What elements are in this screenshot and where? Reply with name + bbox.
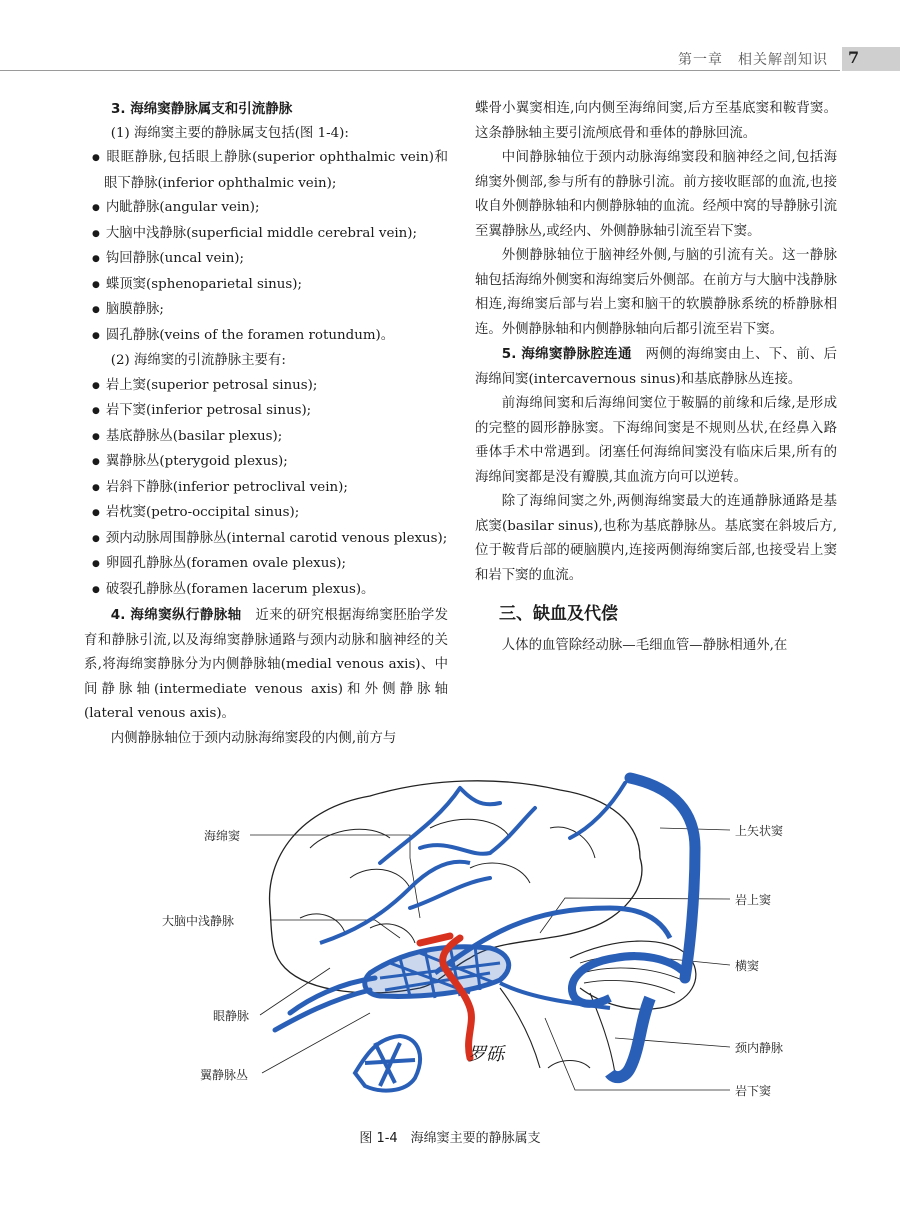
page-number-box [842,47,900,71]
label-ophthalmic-vein: 眼静脉 [213,1009,250,1023]
paragraph-5-text: 两侧的海绵窦由上、下、前、后海绵间窦(intercavernous sinus)和基底静脉丛连接。 [475,347,838,387]
label-superior-sagittal-sinus: 上矢状窦 [735,824,784,838]
running-header [0,47,900,71]
list-item: ● 翼静脉丛(pterygoid plexus); [84,450,448,476]
list-item: ● 内眦静脉(angular vein); [84,196,448,222]
label-inferior-petrosal-sinus: 岩下窦 [735,1084,772,1098]
left-column [84,97,448,751]
paragraph-lateral-axis: 外侧静脉轴位于脑神经外侧,与脑的引流有关。这一静脉轴包括海绵外侧窦和海绵窦后外侧部。在前方与大脑中浅静脉相连,海绵窦后部与岩上窦和脑干的软膜静脉系统的桥静脉相连。外侧静脉轴和内侧静脉轴向后都引流至岩下窦。 [475,248,837,337]
artist-signature: 罗砾 [468,1044,504,1065]
label-superficial-middle-cerebral-vein: 大脑中浅静脉 [162,914,235,928]
paragraph-4 [84,603,448,727]
right-column [475,97,837,658]
label-pterygoid-plexus: 翼静脉丛 [200,1068,249,1082]
chapter-title: 第一章 相关解剖知识 [678,52,828,68]
list-item: ● 岩斜下静脉(inferior petroclival vein); [84,476,448,502]
label-superior-petrosal-sinus: 岩上窦 [735,893,772,907]
list-item: ● 卵圆孔静脉丛(foramen ovale plexus); [84,552,448,578]
list-item: ● 脑膜静脉; [84,298,448,324]
list-item: ● 基底静脉丛(basilar plexus); [84,425,448,451]
middle-cerebral-vein [320,862,470,943]
anatomy-illustration [170,768,850,1113]
figure-1-4 [162,768,850,1113]
pterygoid-plexus [355,1036,420,1091]
internal-jugular-vein [610,998,650,1077]
paragraph-intermediate-axis: 中间静脉轴位于颈内动脉海绵窦段和脑神经之间,包括海绵窦外侧部,参与所有的静脉引流。前方接收眶部的血流,也接收自外侧静脉轴和内侧静脉轴的血流。经颅中窝的导静脉引流至翼静脉丛,或经内、外侧静脉轴引流至岩下窦。 [475,150,837,239]
paragraph-5-connections [475,342,837,392]
sagittal-tributaries [380,783,625,908]
list-item: ● 眼眶静脉,包括眼上静脉(superior ophthalmic vein)和眼下静脉(inferior ophthalmic vein); [84,146,448,196]
list-item: ● 岩上窦(superior petrosal sinus); [84,374,448,400]
list-item: ● 钩回静脉(uncal vein); [84,247,448,273]
list-intro-1: (1) 海绵窦主要的静脉属支包括(图 1-4): [110,125,349,141]
heading-5: 5. 海绵窦静脉腔连通 [501,346,632,362]
figure-caption: 图 1-4 海绵窦主要的静脉属支 [359,1131,541,1146]
ophthalmic-vein [275,978,375,1030]
superior-sagittal-sinus [630,778,695,978]
section-title: 三、缺血及代偿 [499,604,618,624]
header-rule [0,70,840,71]
label-cavernous-sinus: 海绵窦 [204,829,241,843]
label-internal-jugular-vein: 颈内静脉 [735,1041,784,1055]
list-item: ● 大脑中浅静脉(superficial middle cerebral vein); [84,222,448,248]
list-item: ● 岩枕窦(petro-occipital sinus); [84,501,448,527]
list-intro-2: (2) 海绵窦的引流静脉主要有: [110,353,286,368]
cerebellum-outline [570,941,696,1009]
list-item: ● 破裂孔静脉丛(foramen lacerum plexus)。 [84,578,448,604]
inferior-petrosal-sinus [500,983,610,1008]
heading-4: 4. 海绵窦纵行静脉轴 [110,607,242,623]
paragraph-continued: 蝶骨小翼窦相连,向内侧至海绵间窦,后方至基底窦和鞍背窦。这条静脉轴主要引流颅底骨和垂体的静脉回流。 [475,101,837,141]
paragraph-5: 内侧静脉轴位于颈内动脉海绵窦段的内侧,前方与 [110,730,397,746]
list-item: ● 颈内动脉周围静脉丛(internal carotid venous plexus); [84,527,448,553]
list-item: ● 蝶顶窦(sphenoparietal sinus); [84,273,448,299]
paragraph-basilar: 除了海绵间窦之外,两侧海绵窦最大的连通静脉通路是基底窦(basilar sinus),也称为基底静脉丛。基底窦在斜坡后方,位于鞍背后部的硬脑膜内,连接两侧海绵窦后部,也接受岩上窦和岩下窦的血流。 [475,494,837,583]
heading-3: 3. 海绵窦静脉属支和引流静脉 [111,101,293,117]
list-item: ● 圆孔静脉(veins of the foramen rotundum)。 [84,324,448,350]
paragraph-ischemia: 人体的血管除经动脉—毛细血管—静脉相通外,在 [501,637,788,653]
page-number: 7 [848,48,860,67]
label-transverse-sinus: 横窦 [735,959,760,973]
paragraph-intercavernous: 前海绵间窦和后海绵间窦位于鞍膈的前缘和后缘,是形成的完整的圆形静脉窦。下海绵间窦是不规则丛状,在经鼻入路垂体手术中常遇到。闭塞任何海绵间窦没有临床后果,所有的海绵间窦都是没有瓣膜,其血流方向可以逆转。 [475,396,837,485]
paragraph-4-text: 近来的研究根据海绵窦胚胎学发育和静脉引流,以及海绵窦静脉通路与颈内动脉和脑神经的关系,将海绵窦静脉分为内侧静脉轴(medial venous axis)、中间静脉轴(intermediate venous axis)和外侧静脉轴(lateral venous axis)。 [84,608,449,721]
brain-sulcus [300,819,595,943]
list-item: ● 岩下窦(inferior petrosal sinus); [84,399,448,425]
transverse-sinus [572,956,685,1004]
